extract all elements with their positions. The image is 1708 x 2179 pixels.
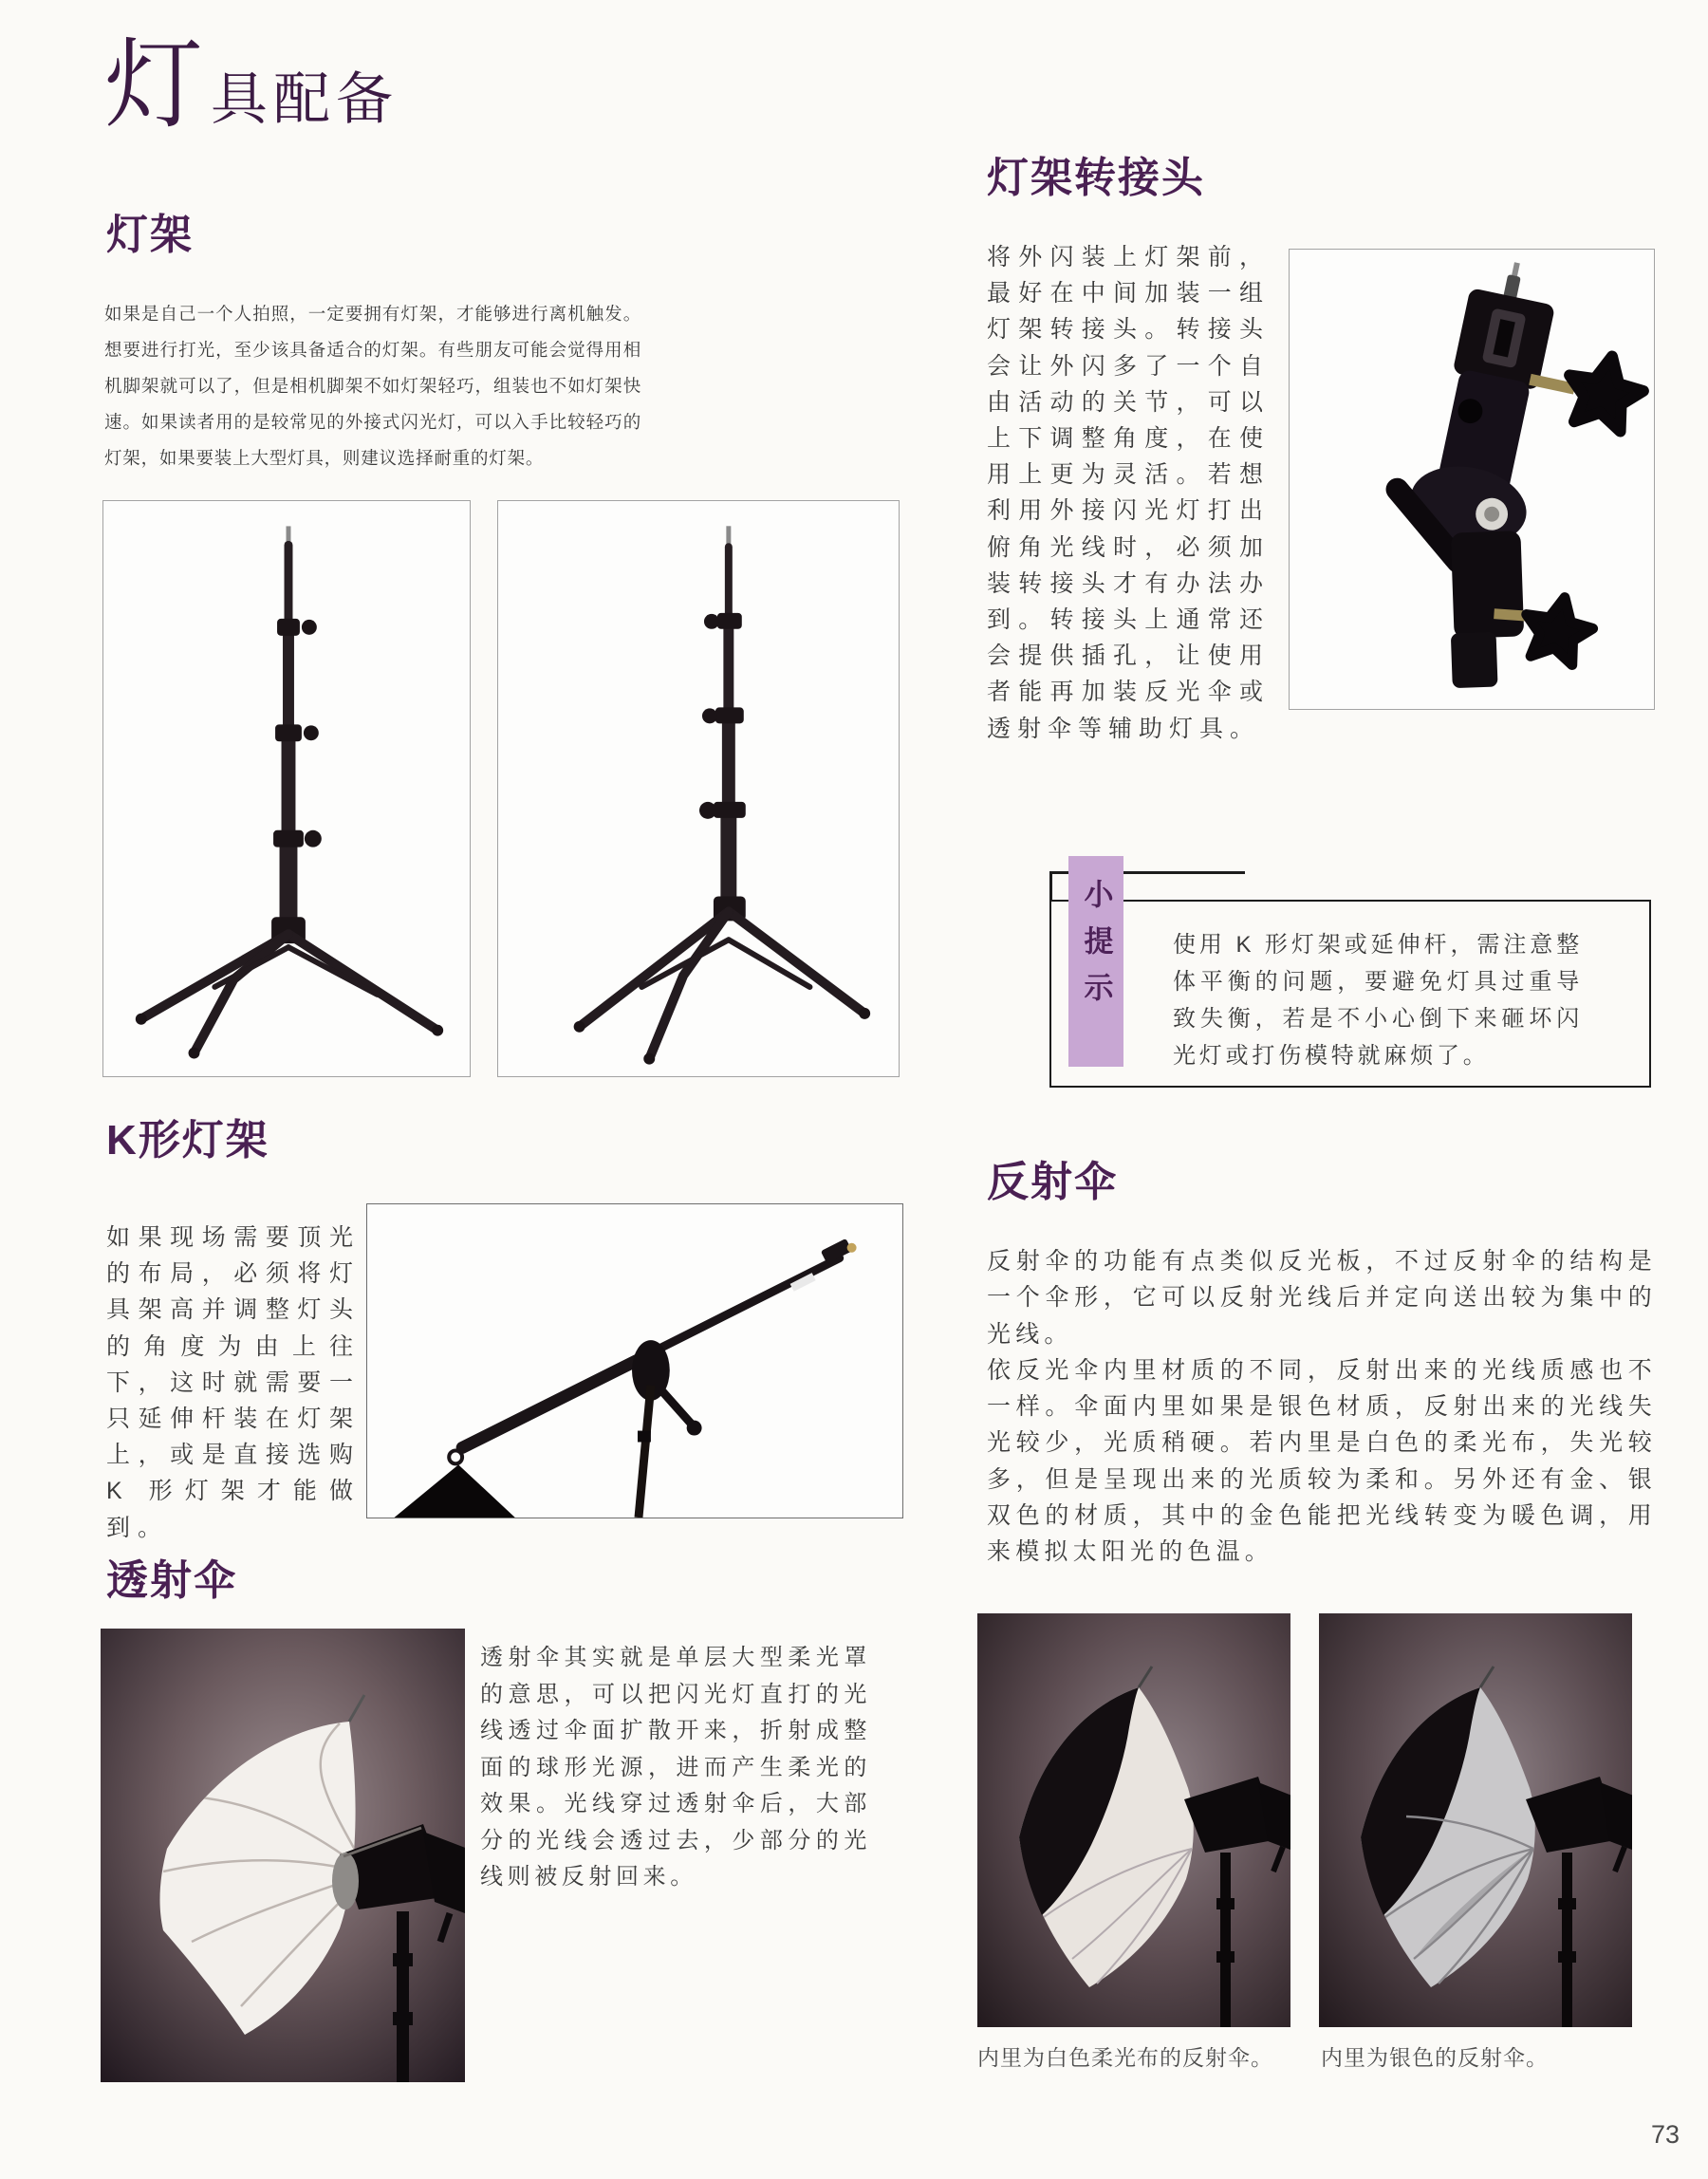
paragraph-reflective-2: 依反光伞内里材质的不同，反射出来的光线质感也不一样。伞面内里如果是银色材质，反射出来的光线失光较少，光质稍硬。若内里是白色的柔光布，失光较多，但是呈现出来的光质较为柔和。另外还有金、银双色的材质，其中的金色能把光线转变为暖色调，用来模拟太阳光的色温。: [987, 1356, 1657, 1566]
paragraph-adapter: 将外闪装上灯架前，最好在中间加装一组灯架转接头。转接头会让外闪多了一个自由活动的关节，可以上下调整角度，在使用上更为灵活。若想利用外接闪光灯打出俯角光线时，必须加装转接头才有办法办到。转接头上通常还会提供插孔，让使用者能再加装反光伞或透射伞等辅助灯具。: [987, 244, 1270, 742]
page-number: 73: [1651, 2120, 1680, 2149]
page-title-big-char: 灯: [104, 30, 204, 140]
heading-shoot-through: 透射伞: [106, 1557, 237, 1604]
light-stand-photo-2: [497, 500, 900, 1077]
paragraph-reflective-1: 反射伞的功能有点类似反光板，不过反射伞的结构是一个伞形，它可以反射光线后并定向送出较为集中的光线。: [987, 1248, 1657, 1348]
light-stand-1-illustration: [103, 501, 470, 1076]
paragraph-light-stand: 如果是自己一个人拍照，一定要拥有灯架，才能够进行离机触发。想要进行打光，至少该具备适合的灯架。有些朋友可能会觉得用相机脚架就可以了，但是相机脚架不如灯架轻巧，组装也不如灯架快速。如果读者用的是较常见的外接式闪光灯，可以入手比较轻巧的灯架，如果要装上大型灯具，则建议选择耐重的灯架。: [104, 304, 641, 468]
paragraph-k-stand: 如果现场需要顶光的布局，必须将灯具架高并调整灯头的角度为由上往下，这时就需要一只延伸杆装在灯架上，或是直接选购 K 形灯架才能做到。: [106, 1224, 361, 1541]
heading-light-stand: 灯架: [106, 212, 194, 258]
heading-reflective: 反射伞: [987, 1159, 1118, 1205]
light-stand-2-illustration: [498, 501, 899, 1076]
white-lined-umbrella-photo: [977, 1613, 1290, 2027]
page-title-rest: 具配备: [211, 67, 399, 131]
tip-ribbon: [1068, 856, 1123, 1067]
adapter-photo: [1289, 249, 1655, 710]
paragraph-reflective: [987, 1243, 1657, 1571]
silver-lined-umbrella-illustration: [1319, 1613, 1632, 2027]
caption-white-umbrella: 内里为白色柔光布的反射伞。: [977, 2045, 1273, 2070]
tip-text: 使用 K 形灯架或延伸杆，需注意整体平衡的问题，要避免灯具过重导致失衡，若是不小心倒下来砸坏闪光灯或打伤模特就麻烦了。: [1173, 932, 1583, 1069]
heading-k-stand: K形灯架: [106, 1117, 269, 1164]
light-stand-photo-1: [102, 500, 471, 1077]
white-lined-umbrella-illustration: [977, 1613, 1290, 2027]
tip-label: 小提示: [1079, 879, 1113, 1018]
caption-silver-umbrella: 内里为银色的反射伞。: [1321, 2045, 1549, 2070]
shoot-through-umbrella-illustration: [101, 1629, 465, 2082]
heading-adapter: 灯架转接头: [987, 155, 1205, 201]
adapter-illustration: [1290, 250, 1654, 709]
tip-box-accent-line-vertical: [1049, 871, 1052, 903]
boom-arm-illustration: [367, 1204, 902, 1518]
paragraph-shoot-through: 透射伞其实就是单层大型柔光罩的意思，可以把闪光灯直打的光线透过伞面扩散开来，折射成整面的球形光源，进而产生柔光的效果。光线穿过透射伞后，大部分的光线会透过去，少部分的光线则被反射回来。: [480, 1645, 871, 1890]
boom-arm-photo: [366, 1203, 903, 1518]
page-title: [104, 30, 399, 140]
silver-lined-umbrella-photo: [1319, 1613, 1632, 2027]
shoot-through-umbrella-photo: [101, 1629, 465, 2082]
